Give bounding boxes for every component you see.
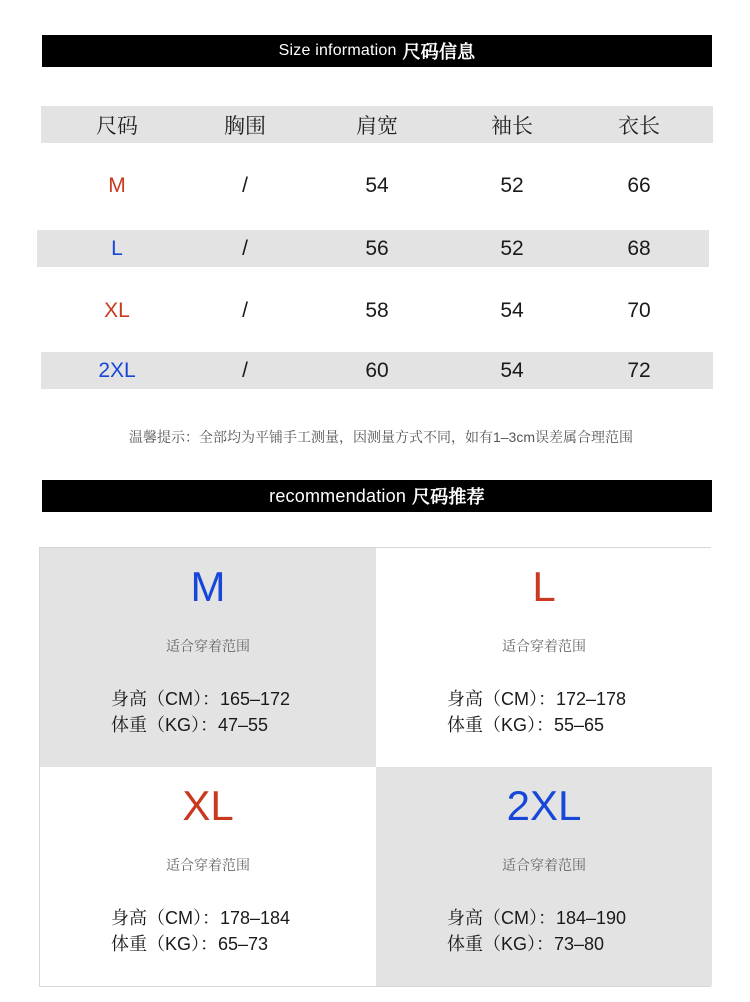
- row-size: 2XL: [98, 358, 136, 382]
- card-weight-range: 体重（KG）：65–73: [111, 934, 269, 954]
- row-shoulder: 58: [365, 298, 389, 322]
- card-size-label: L: [532, 563, 556, 610]
- row-size: XL: [104, 298, 130, 322]
- recommendation-card-2xl: [376, 767, 712, 986]
- header-length: 衣长: [618, 114, 660, 138]
- card-height-range: 身高（CM）：178–184: [111, 908, 291, 928]
- reco-banner-zh: 尺码推荐: [412, 487, 485, 507]
- table-header-row: [41, 106, 713, 143]
- card-size-label: 2XL: [506, 782, 582, 829]
- row-shoulder: 60: [365, 358, 389, 382]
- header-size: 尺码: [96, 114, 138, 138]
- card-size-label: XL: [182, 782, 234, 829]
- card-size-label: M: [190, 563, 226, 610]
- row-shoulder: 56: [365, 236, 389, 260]
- size-banner-zh: 尺码信息: [402, 42, 476, 62]
- row-chest: /: [242, 358, 248, 382]
- reco-banner-en: recommendation: [269, 485, 407, 506]
- size-banner-en: Size information: [278, 42, 397, 59]
- recommendation-card-l: [376, 548, 712, 767]
- card-weight-range: 体重（KG）：47–55: [111, 715, 269, 735]
- card-subtitle: 适合穿着范围: [502, 857, 586, 873]
- table-row: [41, 292, 713, 329]
- row-sleeve: 54: [500, 358, 524, 382]
- row-sleeve: 54: [500, 298, 524, 322]
- card-height-range: 身高（CM）：172–178: [447, 689, 627, 709]
- row-chest: /: [242, 173, 248, 197]
- header-sleeve: 袖长: [491, 114, 533, 138]
- row-size: L: [111, 236, 123, 260]
- table-row: [41, 352, 713, 389]
- card-weight-range: 体重（KG）：55–65: [447, 715, 605, 735]
- row-chest: /: [242, 236, 248, 260]
- row-length: 66: [627, 173, 651, 197]
- measurement-note: 温馨提示：全部均为平铺手工测量，因测量方式不同，如有1–3cm误差属合理范围: [128, 429, 634, 445]
- header-chest: 胸围: [224, 114, 266, 138]
- row-length: 68: [627, 236, 651, 260]
- recommendation-banner: [42, 480, 712, 512]
- header-shoulder: 肩宽: [356, 114, 398, 138]
- row-length: 70: [627, 298, 651, 322]
- recommendation-card-xl: [40, 767, 376, 986]
- row-size: M: [108, 173, 126, 197]
- row-chest: /: [242, 298, 248, 322]
- card-height-range: 身高（CM）：165–172: [111, 689, 291, 709]
- table-row: [41, 167, 713, 204]
- card-weight-range: 体重（KG）：73–80: [447, 934, 605, 954]
- row-shoulder: 54: [365, 173, 389, 197]
- card-height-range: 身高（CM）：184–190: [447, 908, 627, 928]
- recommendation-grid: [39, 547, 711, 987]
- size-information-banner: [42, 35, 712, 67]
- row-length: 72: [627, 358, 651, 382]
- row-sleeve: 52: [500, 236, 524, 260]
- card-subtitle: 适合穿着范围: [502, 638, 586, 654]
- recommendation-card-m: [40, 548, 376, 767]
- row-sleeve: 52: [500, 173, 524, 197]
- card-subtitle: 适合穿着范围: [166, 857, 250, 873]
- table-row: [37, 230, 709, 267]
- card-subtitle: 适合穿着范围: [166, 638, 250, 654]
